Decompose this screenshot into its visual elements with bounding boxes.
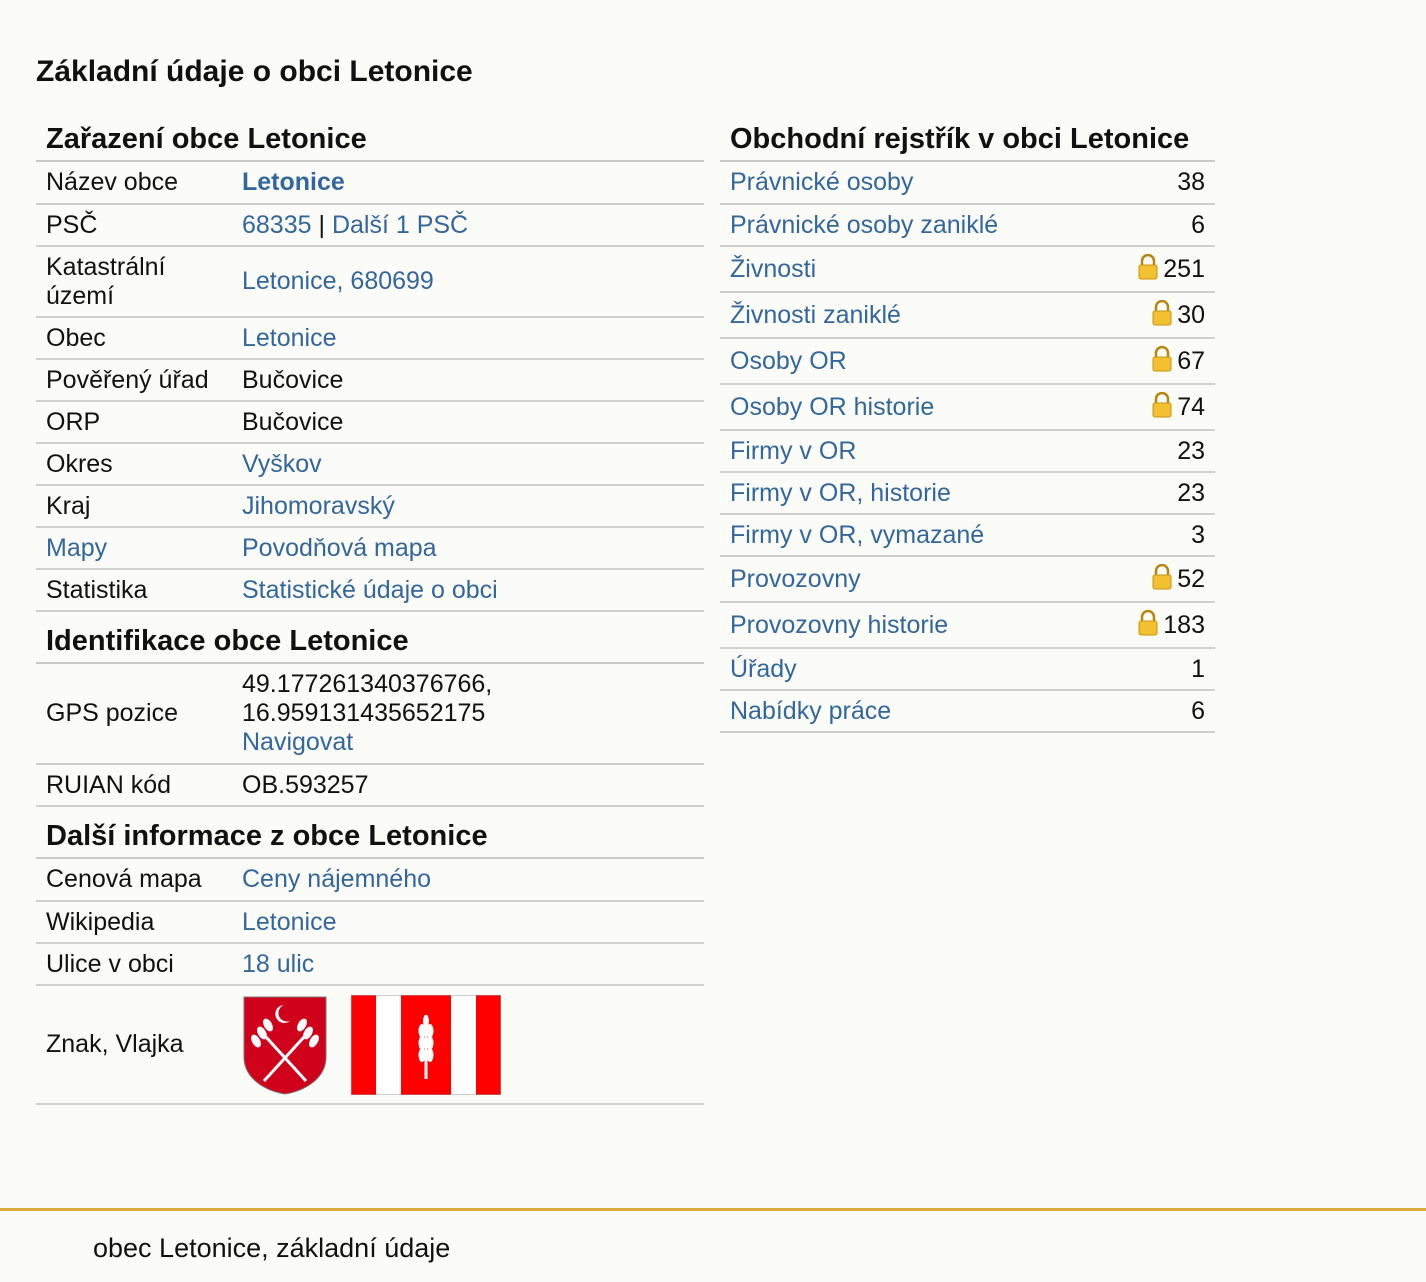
register-link[interactable]: Firmy v OR, historie (730, 478, 951, 507)
left-column (36, 110, 704, 1105)
flood-map-link[interactable]: Povodňová mapa (242, 533, 437, 562)
table-row (720, 690, 1215, 732)
register-link[interactable]: Provozovny (730, 564, 861, 593)
lock-icon (1151, 301, 1177, 329)
table-row (720, 338, 1215, 384)
table-row (36, 859, 704, 901)
table-row (36, 901, 704, 943)
row-value: Bučovice (232, 401, 704, 443)
row-key: Ulice v obci (36, 943, 232, 985)
register-count: 74 (1177, 393, 1205, 421)
table-row (720, 292, 1215, 338)
register-count: 183 (1163, 611, 1205, 639)
register-count: 52 (1177, 565, 1205, 593)
register-count: 38 (1177, 168, 1205, 196)
gps-latitude: 49.177261340376766, (242, 670, 493, 698)
mapy-link[interactable]: Mapy (46, 533, 108, 562)
table-row (36, 443, 704, 485)
row-key: Katastrální území (36, 246, 232, 317)
register-link[interactable]: Úřady (730, 654, 797, 683)
row-key: Znak, Vlajka (36, 985, 232, 1104)
lock-icon (1151, 393, 1177, 421)
flag-image[interactable] (351, 995, 501, 1095)
rent-prices-link[interactable]: Ceny nájemného (242, 865, 432, 893)
table-row (720, 556, 1215, 602)
row-key: ORP (36, 401, 232, 443)
obec-link[interactable]: Letonice (242, 323, 337, 352)
section-heading-zarazeni: Zařazení obce Letonice (36, 110, 704, 162)
table-row (720, 162, 1215, 204)
register-link[interactable]: Firmy v OR (730, 436, 857, 465)
register-count: 251 (1163, 255, 1205, 283)
coat-of-arms-image[interactable] (242, 995, 328, 1095)
row-value: Bučovice (232, 359, 704, 401)
footer-text: obec Letonice, základní údaje (93, 1233, 451, 1263)
register-link[interactable]: Firmy v OR, vymazané (730, 520, 985, 549)
psc-link[interactable]: 68335 (242, 210, 312, 239)
row-key: Obec (36, 317, 232, 359)
katastr-link[interactable]: Letonice, 680699 (242, 267, 434, 295)
dalsi-table (36, 859, 704, 1105)
more-psc-link[interactable]: Další 1 PSČ (331, 210, 469, 239)
register-link[interactable]: Živnosti zaniklé (730, 300, 901, 329)
row-key: Okres (36, 443, 232, 485)
table-row (36, 204, 704, 246)
row-key: PSČ (36, 204, 232, 246)
table-row (36, 527, 704, 569)
register-link[interactable]: Právnické osoby (730, 168, 914, 196)
table-row (36, 359, 704, 401)
register-link[interactable]: Nabídky práce (730, 696, 892, 725)
lock-icon (1151, 565, 1177, 593)
register-count: 23 (1177, 478, 1205, 507)
table-row (720, 204, 1215, 246)
section-heading-identifikace: Identifikace obce Letonice (36, 612, 704, 664)
section-heading-dalsi: Další informace z obce Letonice (36, 807, 704, 859)
table-row (36, 664, 704, 764)
register-count: 1 (1191, 654, 1205, 683)
zarazeni-table (36, 162, 704, 612)
table-row (36, 401, 704, 443)
section-heading-rejstrik: Obchodní rejstřík v obci Letonice (720, 110, 1215, 162)
table-row (36, 943, 704, 985)
row-key: Název obce (36, 162, 232, 204)
obec-name-link[interactable]: Letonice (242, 168, 345, 196)
gps-longitude: 16.959131435652175 (242, 699, 486, 727)
table-row (36, 764, 704, 806)
table-row (720, 430, 1215, 472)
table-row (720, 648, 1215, 690)
streets-link[interactable]: 18 ulic (242, 949, 315, 978)
register-link[interactable]: Živnosti (730, 254, 817, 283)
register-count: 30 (1177, 301, 1205, 329)
row-key: Cenová mapa (36, 859, 232, 901)
wikipedia-link[interactable]: Letonice (242, 907, 337, 936)
table-row (720, 246, 1215, 292)
separator: | (318, 210, 325, 239)
table-row (720, 514, 1215, 556)
table-row (720, 602, 1215, 648)
right-column (720, 110, 1215, 733)
lock-icon (1137, 611, 1163, 639)
register-link[interactable]: Osoby OR historie (730, 392, 935, 421)
table-row (36, 569, 704, 611)
footer-divider (0, 1208, 1426, 1211)
table-row (36, 317, 704, 359)
row-key: Wikipedia (36, 901, 232, 943)
register-link[interactable]: Osoby OR (730, 346, 847, 375)
navigate-link[interactable]: Navigovat (242, 728, 354, 756)
statistics-link[interactable]: Statistické údaje o obci (242, 575, 498, 604)
register-count: 6 (1191, 210, 1205, 239)
table-row (36, 162, 704, 204)
ruian-value: OB.593257 (232, 764, 704, 806)
identifikace-table (36, 664, 704, 807)
kraj-link[interactable]: Jihomoravský (242, 491, 395, 520)
row-key: Statistika (36, 569, 232, 611)
table-row (36, 246, 704, 317)
register-count: 3 (1191, 520, 1205, 549)
okres-link[interactable]: Vyškov (242, 449, 322, 478)
row-key: Kraj (36, 485, 232, 527)
rejstrik-table (720, 162, 1215, 733)
table-row (36, 985, 704, 1104)
register-count: 6 (1191, 696, 1205, 725)
lock-icon (1137, 255, 1163, 283)
register-count: 67 (1177, 347, 1205, 375)
row-key: RUIAN kód (36, 764, 232, 806)
page-title: Základní údaje o obci Letonice (36, 55, 473, 88)
row-key: GPS pozice (36, 664, 232, 764)
row-key: Pověřený úřad (36, 359, 232, 401)
table-row (720, 472, 1215, 514)
table-row (720, 384, 1215, 430)
register-link[interactable]: Právnické osoby zaniklé (730, 210, 999, 239)
register-link[interactable]: Provozovny historie (730, 610, 949, 639)
lock-icon (1151, 347, 1177, 375)
register-count: 23 (1177, 436, 1205, 465)
table-row (36, 485, 704, 527)
